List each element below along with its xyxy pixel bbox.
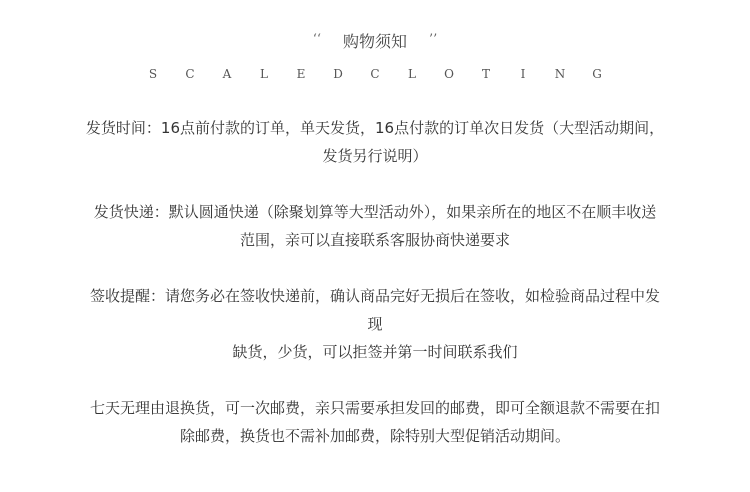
shipping-courier-paragraph: [60, 198, 690, 254]
subtitle-letter: L: [260, 67, 268, 81]
title-text: 购物须知: [342, 32, 407, 51]
paragraph-line: 现: [367, 315, 383, 333]
paragraph-line: 除邮费，换货也不需补加邮费，除特别大型促销活动期间。: [179, 427, 570, 445]
subtitle-letter: I: [520, 67, 526, 81]
shipping-time-paragraph: [60, 114, 690, 170]
paragraph-line: 缺货，少货，可以拒签并第一时间联系我们: [232, 343, 518, 361]
subtitle-letter: L: [408, 67, 416, 81]
open-quote-mark: ‘‘: [312, 32, 321, 47]
subtitle-letter: O: [444, 67, 454, 81]
paragraph-line: 发货时间：16点前付款的订单，单天发货，16点付款的订单次日发货（大型活动期间，: [85, 119, 665, 137]
subtitle-letter: A: [222, 67, 232, 81]
subtitle-letter: D: [333, 67, 343, 81]
subtitle-letter: S: [148, 67, 158, 81]
signing-reminder-paragraph: [60, 282, 690, 366]
return-policy-paragraph: [60, 394, 690, 450]
subtitle-letter: E: [296, 67, 306, 81]
paragraph-line: 发货快递：默认圆通快递（除聚划算等大型活动外），如果亲所在的地区不在顺丰收送: [93, 203, 657, 221]
paragraph-line: 七天无理由退换货，可一次邮费，亲只需要承担发回的邮费，即可全额退款不需要在扣: [89, 399, 660, 417]
subtitle-letter: C: [370, 67, 380, 81]
page-title: [0, 31, 750, 55]
subtitle-scaled-clothing: [0, 65, 750, 83]
close-quote-mark: ’’: [429, 32, 438, 47]
paragraph-line: 范围，亲可以直接联系客服协商快递要求: [239, 231, 510, 249]
subtitle-letter: N: [554, 67, 566, 81]
subtitle-letter: C: [185, 67, 195, 81]
subtitle-letter: T: [481, 67, 490, 81]
paragraph-line: 签收提醒：请您务必在签收快递前，确认商品完好无损后在签收，如检验商品过程中发: [89, 287, 660, 305]
paragraph-line: 发货另行说明）: [322, 147, 428, 165]
subtitle-letter: G: [592, 67, 602, 81]
